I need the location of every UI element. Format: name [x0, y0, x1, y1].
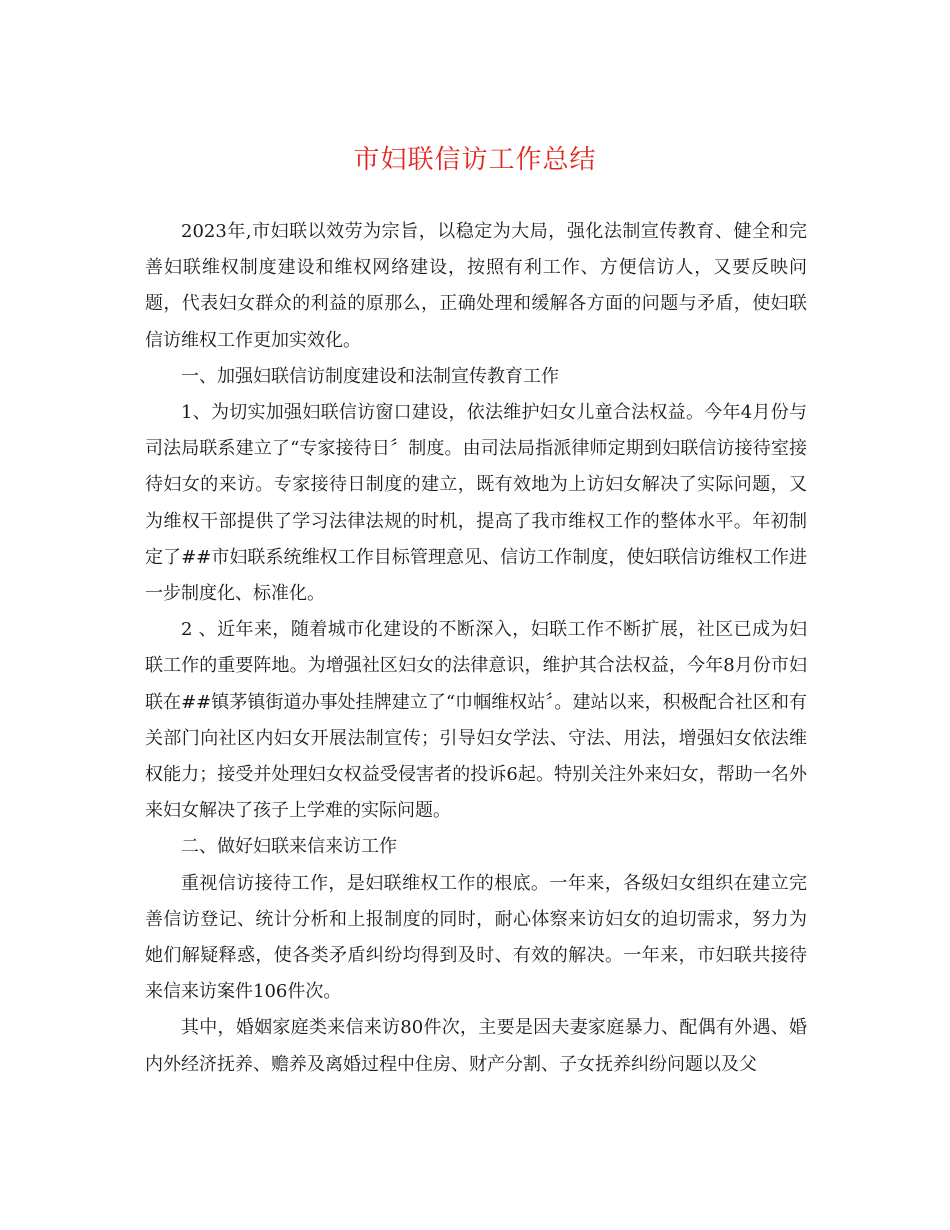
body-paragraph-item-2: 2 、近年来，随着城市化建设的不断深入，妇联工作不断扩展，社区已成为妇联工作的重要阵地。为增强社区妇女的法律意识，维护其合法权益，今年8月份市妇联在##镇茅镇街道办事处挂牌建立了“巾帼维权站〞。建站以来，积极配合社区和有关部门向社区内妇女开展法制宣传；引导妇女学法、守法、用法，增强妇女依法维权能力；接受并处理妇女权益受侵害者的投诉6起。特别关注外来妇女，帮助一名外来妇女解决了孩子上学难的实际问题。 — [145, 619, 807, 822]
body-paragraph-intro: 2023年,市妇联以效劳为宗旨，以稳定为大局，强化法制宣传教育、健全和完善妇联维权制度建设和维权网络建设，按照有利工作、方便信访人，又要反映问题，代表妇女群众的利益的原那么，正确处理和缓解各方面的问题与矛盾，使妇联信访维权工作更加实效化。 — [145, 221, 807, 351]
section-heading-1: 一、加强妇联信访制度建设和法制宣传教育工作 — [181, 365, 559, 387]
body-paragraph-reception: 重视信访接待工作，是妇联维权工作的根底。一年来，各级妇女组织在建立完善信访登记、统计分析和上报制度的同时，耐心体察来访妇女的迫切需求，努力为她们解疑释惑，使各类矛盾纠纷均得到及时、有效的解决。一年来，市妇联共接待来信来访案件106件次。 — [145, 872, 807, 1003]
document-title: 市妇联信访工作总结 — [353, 145, 597, 175]
section-heading-2: 二、做好妇联来信来访工作 — [181, 836, 397, 858]
body-paragraph-item-1: 1、为切实加强妇联信访窗口建设，依法维护妇女儿童合法权益。今年4月份与司法局联系建立了“专家接待日〞制度。由司法局指派律师定期到妇联信访接待室接待妇女的来访。专家接待日制度的建立，既有效地为上访妇女解决了实际问题，又为维权干部提供了学习法律法规的时机，提高了我市维权工作的整体水平。年初制定了##市妇联系统维权工作目标管理意见、信访工作制度，使妇联信访维权工作进一步制度化、标准化。 — [145, 402, 807, 605]
document-body — [145, 214, 807, 1083]
body-paragraph-marriage: 其中，婚姻家庭类来信来访80件次，主要是因夫妻家庭暴力、配偶有外遇、婚内外经济抚养、赡养及离婚过程中住房、财产分割、子女抚养纠纷问题以及父 — [145, 1017, 807, 1075]
